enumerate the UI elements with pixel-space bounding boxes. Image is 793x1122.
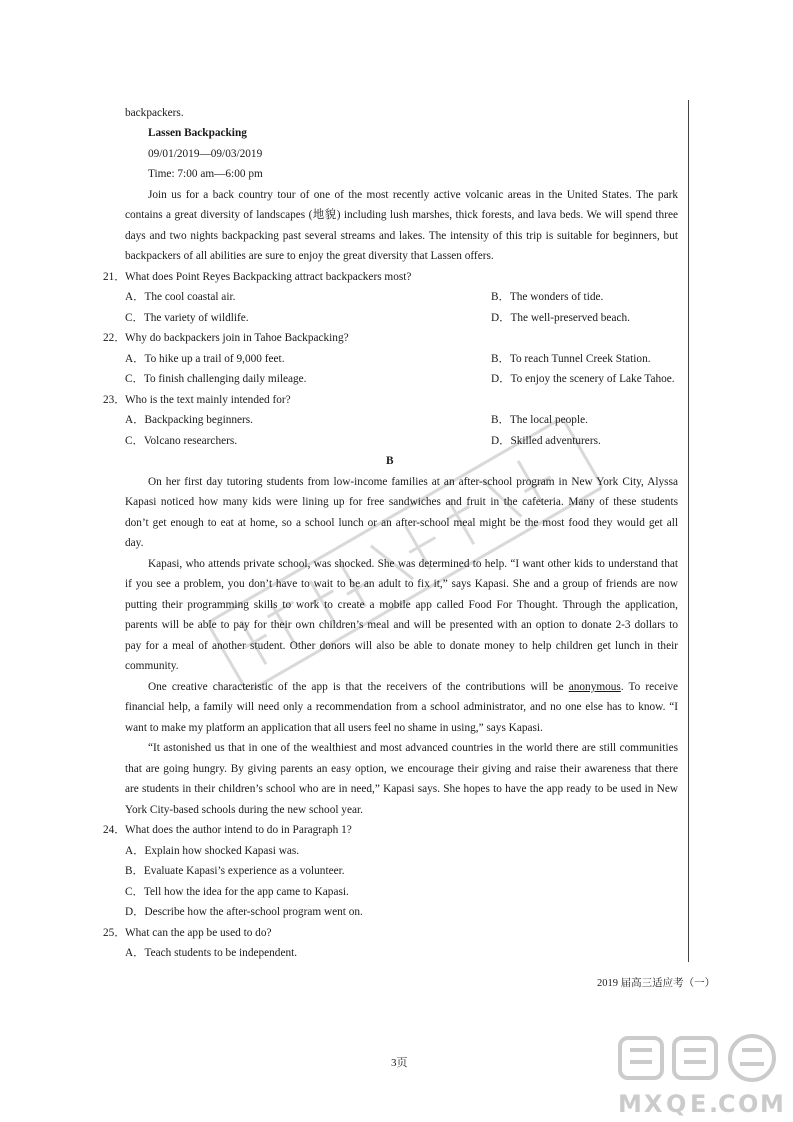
lassen-para-line: backpackers of all abilities are sure to enjoy the great diversity that Lassen offers. (125, 250, 494, 262)
option-b: B．Evaluate Kapasi’s experience as a volunteer. (125, 865, 345, 877)
option-c: C．Tell how the idea for the app came to Kapasi. (125, 886, 349, 898)
svg-text:C: C (718, 1090, 736, 1118)
question-number: 22． (103, 332, 126, 344)
para3-line: want to make my platform an application that all users feel no shame in using,” says Kapasi. (125, 722, 543, 734)
para4-line: are students in their children’s school who are in need,” Kapasi says. She hopes to have the app ready to be used in New (125, 783, 678, 795)
question-stem: Who is the text mainly intended for? (125, 394, 291, 406)
passage-b-heading: B (386, 455, 394, 467)
para1-line: don’t get enough to eat at home, so a school lunch or an after-school meal might be the most food they would get all (125, 517, 678, 529)
option-a: A．The cool coastal air. (125, 291, 236, 303)
para4-line: “It astonished us that in one of the wealthiest and most advanced countries in the world there are still communities (148, 742, 678, 754)
lassen-para-line: days and two nights backpacking past several streams and lakes. The intensity of this trip is suitable for beginners, but (125, 230, 678, 242)
option-a: A．To hike up a trail of 9,000 feet. (125, 353, 285, 365)
option-a: A．Explain how shocked Kapasi was. (125, 845, 300, 857)
para2-line: putting their programming skills to work to create a mobile app called Food For Thought. Through the application, (125, 599, 678, 611)
lassen-dates: 09/01/2019—09/03/2019 (148, 148, 263, 160)
para4-line: that are going hungry. By giving parents an easy option, we encourage their giving and raise their awareness that there (125, 763, 678, 775)
question-stem: What does Point Reyes Backpacking attract backpackers most? (125, 271, 412, 283)
svg-text:E: E (690, 1090, 707, 1118)
option-d: D．Describe how the after-school program went on. (125, 906, 363, 918)
para1-line: On her first day tutoring students from low-income families at an after-school program in New York City, Alyssa (148, 476, 678, 488)
cropped-margin-mark (701, 170, 707, 182)
svg-text:Q: Q (666, 1090, 687, 1118)
para2-line: parents will be able to pay for their own children’s meal and will be presented with an option to donate 2-3 dollars to (125, 619, 678, 631)
site-logo (612, 1030, 787, 1120)
svg-text:O: O (738, 1090, 759, 1118)
cropped-margin-mark (701, 210, 707, 222)
question-number: 23． (103, 394, 126, 406)
para3-line: financial help, a family will need only a recommendation from a school administrator, and no one else has to know. “I (125, 701, 678, 713)
passage-a-tail-line: backpackers. (125, 107, 184, 119)
underlined-word-anonymous: anonymous (568, 681, 621, 693)
option-c: C．Volcano researchers. (125, 435, 238, 447)
para3-first-line (148, 680, 678, 694)
para2-line: Kapasi, who attends private school, was shocked. She was determined to help. “I want other kids to understand that (148, 558, 678, 570)
para4-line: York City-based schools during the new school year. (125, 804, 363, 816)
para3-text-after: . To receive (620, 681, 678, 693)
option-b: B．The wonders of tide. (491, 291, 604, 303)
para1-line: Kapasi noticed how many kids were lining up for free sandwiches and fruit in the cafeteria. Many of these students (125, 496, 678, 508)
para2-line: if you see a problem, you don’t have to wait to be an adult to fix it,” says Kapasi. She and a group of friends are now (125, 578, 678, 590)
question-stem: What can the app be used to do? (125, 927, 272, 939)
option-c: C．The variety of wildlife. (125, 312, 249, 324)
cropped-margin-mark (701, 866, 707, 878)
option-b: B．To reach Tunnel Creek Station. (491, 353, 651, 365)
para3-text-before: One creative characteristic of the app is that the receivers of the contributions will be (148, 681, 569, 693)
question-stem: What does the author intend to do in Paragraph 1? (125, 824, 352, 836)
option-c: C．To finish challenging daily mileage. (125, 373, 307, 385)
lassen-para-line: Join us for a back country tour of one of the most recently active volcanic areas in the United States. The park (148, 189, 678, 201)
option-d: D．The well-preserved beach. (491, 312, 630, 324)
svg-text:M: M (760, 1090, 784, 1118)
svg-text:M: M (618, 1090, 642, 1118)
question-stem: Why do backpackers join in Tahoe Backpacking? (125, 332, 349, 344)
svg-text:.: . (709, 1090, 719, 1118)
question-number: 24． (103, 824, 126, 836)
svg-text:X: X (644, 1090, 663, 1118)
para2-line: community. (125, 660, 179, 672)
option-b: B．The local people. (491, 414, 588, 426)
option-d: D．To enjoy the scenery of Lake Tahoe. (491, 373, 675, 385)
question-number: 21． (103, 271, 126, 283)
para2-line: pay for a meal of another student. Other donors will also be able to donate money to help children get lunch in their (125, 640, 678, 652)
exam-title-footer: 2019 届高三适应考（一） (597, 978, 716, 989)
option-a: A．Backpacking beginners. (125, 414, 253, 426)
question-number: 25． (103, 927, 126, 939)
margin-rule (688, 100, 689, 962)
para1-line: day. (125, 537, 144, 549)
lassen-para-line: contains a great diversity of landscapes (地貌) including lush marshes, thick forests, and lava beds. We will spend three (125, 209, 678, 221)
option-a: A．Teach students to be independent. (125, 947, 298, 959)
cropped-margin-mark (701, 704, 707, 716)
option-d: D．Skilled adventurers. (491, 435, 601, 447)
cropped-margin-mark (701, 806, 707, 818)
page-number: 3页 (391, 1057, 408, 1069)
lassen-title: Lassen Backpacking (148, 127, 247, 139)
lassen-time: Time: 7:00 am—6:00 pm (148, 168, 263, 180)
